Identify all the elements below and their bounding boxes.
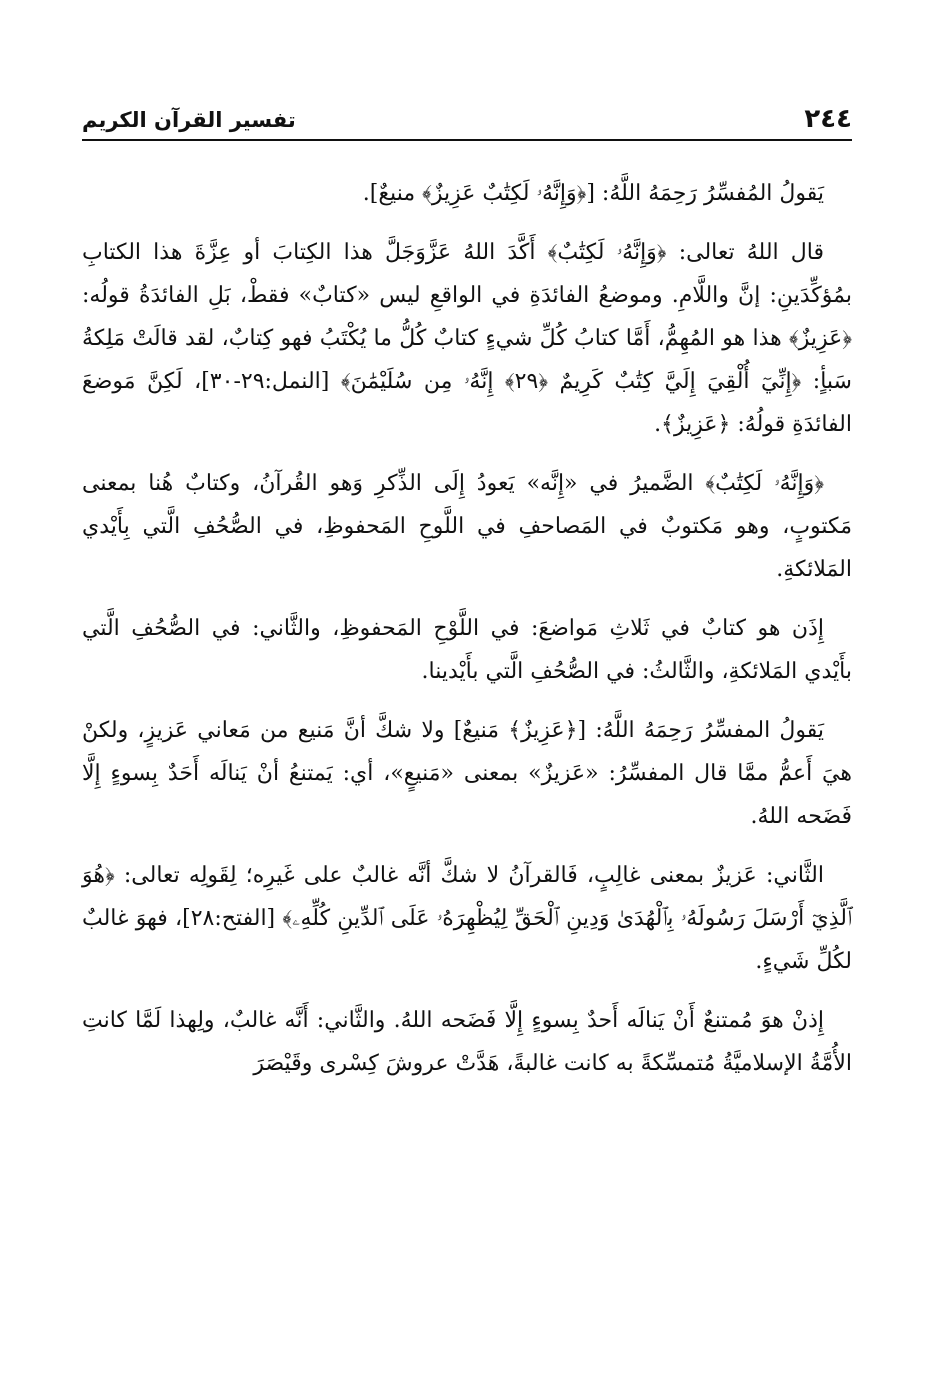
paragraph-3: ﴿وَإِنَّهُۥ لَكِتَٰبٌ﴾ الضَّميرُ في «إِنَّه» يَعودُ إِلَى الذِّكرِ وَهو القُرآنُ، وكتابٌ هُنا بمعنى مَكتوبٍ، وهو مَكتوبٌ في المَصاحفِ في اللَّوحِ المَحفوظِ، في الصُّحُفِ الَّتي بِأَيْدي المَلائكةِ. <box>82 471 852 582</box>
paragraph-6: الثَّاني: عَزيزٌ بمعنى غالِبٍ، فَالقرآنُ لا شكَّ أنَّه غالبٌ على غَيرِه؛ لِقَولِه تعالى: ﴿هُوَ ٱلَّذِيٓ أَرْسَلَ رَسُولَهُۥ بِٱلْهُدَىٰ وَدِينِ ٱلْحَقِّ لِيُظْهِرَهُۥ عَلَى ٱلدِّينِ كُلِّهِۦ﴾ [الفتح:٢٨]، فهوَ غالبٌ لكُلِّ شَيءٍ. <box>82 863 852 974</box>
paragraph-4: إِذَن هو كتابٌ في ثَلاثِ مَواضعَ: في اللَّوْحِ المَحفوظِ، والثَّاني: في الصُّحُفِ الَّتي بأَيْدي المَلائكةِ، والثَّالثُ: في الصُّحُفِ الَّتي بأَيْدينا. <box>82 616 852 684</box>
book-title: تفسير القرآن الكريم <box>82 108 296 132</box>
paragraph-5: يَقولُ المفسِّرُ رَحِمَهُ اللَّهُ: [﴿عَزِيزٌ﴾ مَنيعٌ] ولا شكَّ أنَّ مَنيع من مَعاني عَزيزٍ، ولكنْ هيَ أَعمُّ ممَّا قال المفسِّرُ: «عَزيزٌ» بمعنى «مَنيعٍ»، أي: يَمتنعُ أنْ يَنالَه أَحَدٌ بِسوءٍ إِلَّا فَضَحه اللهُ. <box>82 718 852 829</box>
header-rule <box>82 139 852 141</box>
running-header <box>82 100 852 140</box>
paragraph-1: يَقولُ المُفسِّرُ رَحِمَهُ اللَّهُ: [﴿وَإِنَّهُۥ لَكِتَٰبٌ عَزِيزٌ﴾ منيعٌ]. <box>362 181 824 206</box>
paragraph-2: قال اللهُ تعالى: ﴿وَإِنَّهُۥ لَكِتَٰبٌ﴾ أَكَّدَ اللهُ عَزَّوَجَلَّ هذا الكِتابَ أو عِزَّةَ هذا الكتابِ بمُؤكِّدَينِ: إنَّ واللَّامِ. وموضعُ الفائدَةِ في الواقعِ ليس «كتابٌ» فقطْ، بَلِ الفائدَةُ قولُه: ﴿عَزِيزٌ﴾ هذا هو المُهِمُّ، أَمَّا كتابُ كُلِّ شيءٍ كتابٌ كُلُّ ما يُكْتَبُ فهو كِتابٌ، لقد قالَتْ مَلِكةُ سَبأٍ: ﴿إِنِّيٓ أُلْقِيَ إِلَيَّ كِتَٰبٌ كَرِيمٌ ﴿٢٩﴾ إِنَّهُۥ مِن سُلَيْمَٰنَ﴾ [النمل:٢٩-٣٠]، لَكِنَّ مَوضعَ الفائدَةِ قولُهُ: ﴿عَزِيزٌ﴾. <box>82 240 852 437</box>
page-number: ٢٤٤ <box>804 104 852 134</box>
body-text <box>82 172 852 1101</box>
paragraph-7: إِذنْ هوَ مُمتنعٌ أَنْ يَنالَه أَحدٌ بِسوءٍ إِلَّا فَضَحه اللهُ. والثَّاني: أَنَّه غالبٌ، ولِهذا لَمَّا كانتِ الأُمَّةُ الإسلاميَّةُ مُتمسِّكةً به كانت غالبةً، هَدَّتْ عروشَ كِسْرى وقَيْصَرَ <box>82 1008 852 1076</box>
